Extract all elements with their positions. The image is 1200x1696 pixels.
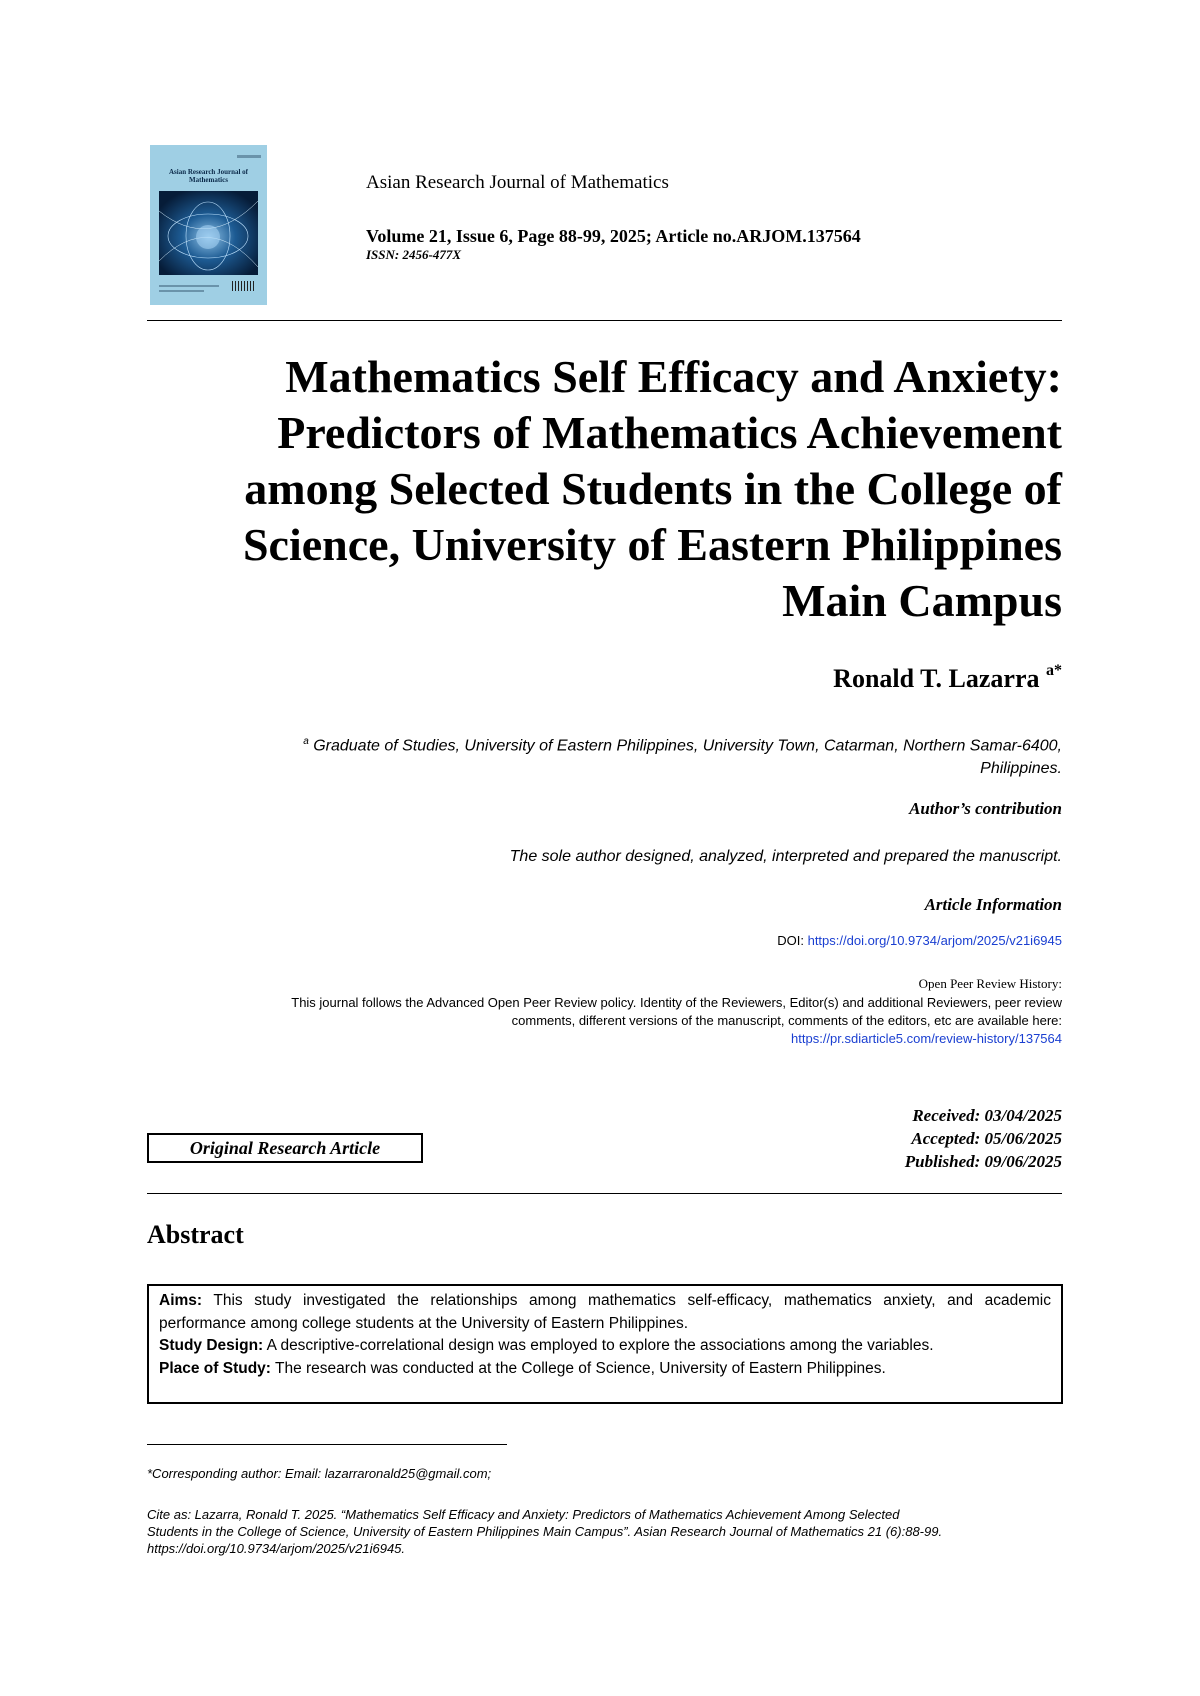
- place-of-study-text: The research was conducted at the College of Science, University of Eastern Philippines.: [270, 1359, 886, 1377]
- cover-small-text: [159, 285, 219, 287]
- study-design-text: A descriptive-correlational design was employed to explore the associations among the variables.: [263, 1337, 934, 1354]
- affiliation-line: Graduate of Studies, University of Eastern Philippines, University Town, Catarman, Northern Samar-6400,: [308, 737, 1062, 755]
- title-line: Mathematics Self Efficacy and Anxiety:: [285, 351, 1062, 402]
- affiliation: [162, 730, 1062, 780]
- article-information-heading: Article Information: [924, 895, 1062, 914]
- author-affiliation-mark: a*: [1046, 662, 1062, 679]
- doi-link[interactable]: https://doi.org/10.9734/arjom/2025/v21i6945: [807, 933, 1062, 948]
- abstract-divider: [147, 1193, 1062, 1194]
- author-name: [833, 664, 1062, 694]
- citation-line: Cite as: Lazarra, Ronald T. 2025. “Mathematics Self Efficacy and Anxiety: Predictors of Mathematics Achievement Among Selected: [147, 1507, 900, 1522]
- received-date: Received: 03/04/2025: [912, 1106, 1062, 1125]
- citation-line: Students in the College of Science, University of Eastern Philippines Main Campus”. Asian Research Journal of Mathematics 21 (6):88-99.: [147, 1524, 943, 1539]
- contribution-text: The sole author designed, analyzed, interpreted and prepared the manuscript.: [509, 848, 1062, 865]
- affiliation-line: Philippines.: [980, 760, 1062, 778]
- title-line: Main Campus: [782, 575, 1062, 626]
- article-dates: [905, 1104, 1062, 1173]
- title-line: among Selected Students in the College of: [244, 463, 1062, 514]
- issn: ISSN: 2456-477X: [366, 247, 461, 262]
- journal-cover-image: [150, 145, 267, 305]
- doi-label: DOI:: [777, 933, 808, 948]
- published-date: Published: 09/06/2025: [904, 1152, 1062, 1171]
- title-line: Predictors of Mathematics Achievement: [277, 407, 1062, 458]
- volume-info: Volume 21, Issue 6, Page 88-99, 2025; Article no.ARJOM.137564: [366, 226, 861, 246]
- cover-title: Asian Research Journal of Mathematics: [168, 168, 248, 184]
- aims-label: Aims:: [159, 1292, 203, 1309]
- citation-line: https://doi.org/10.9734/arjom/2025/v21i6945.: [147, 1541, 406, 1556]
- abstract-heading: Abstract: [147, 1220, 244, 1249]
- doi-line: [777, 933, 1062, 948]
- cover-small-text: [159, 290, 204, 292]
- affiliation-mark: a: [303, 736, 309, 747]
- corresponding-author: *Corresponding author: Email: lazarraronald25@gmail.com;: [147, 1466, 492, 1481]
- peer-review-link[interactable]: https://pr.sdiarticle5.com/review-history/137564: [791, 1031, 1062, 1046]
- cover-barcode: [232, 281, 256, 291]
- contribution-heading: Author’s contribution: [909, 799, 1062, 818]
- accepted-date: Accepted: 05/06/2025: [911, 1129, 1062, 1148]
- article-type-box: Original Research Article: [147, 1133, 423, 1163]
- peer-review-line: comments, different versions of the manuscript, comments of the editors, etc are available here:: [511, 1013, 1062, 1028]
- abstract-box: [147, 1284, 1063, 1404]
- aims-text: This study investigated the relationships among mathematics self-efficacy, mathematics anxiety, and academic performance among college students at the University of Eastern Philippines.: [159, 1292, 1051, 1332]
- study-design-label: Study Design:: [159, 1337, 264, 1354]
- article-title: [162, 349, 1062, 629]
- journal-name: Asian Research Journal of Mathematics: [366, 172, 669, 193]
- peer-review-heading: Open Peer Review History:: [918, 976, 1062, 991]
- peer-review-text: [102, 994, 1062, 1048]
- header-divider: [147, 320, 1062, 321]
- place-of-study-label: Place of Study:: [159, 1359, 271, 1377]
- author-name-text: Ronald T. Lazarra: [833, 664, 1040, 693]
- cover-issn-mark: [237, 155, 261, 158]
- citation: [147, 1506, 1067, 1557]
- peer-review-line: This journal follows the Advanced Open Peer Review policy. Identity of the Reviewers, Editor(s) and additional Reviewers, peer review: [291, 995, 1062, 1010]
- title-line: Science, University of Eastern Philippines: [242, 519, 1062, 570]
- cover-artwork: [159, 191, 258, 275]
- footnote-divider: [147, 1444, 507, 1445]
